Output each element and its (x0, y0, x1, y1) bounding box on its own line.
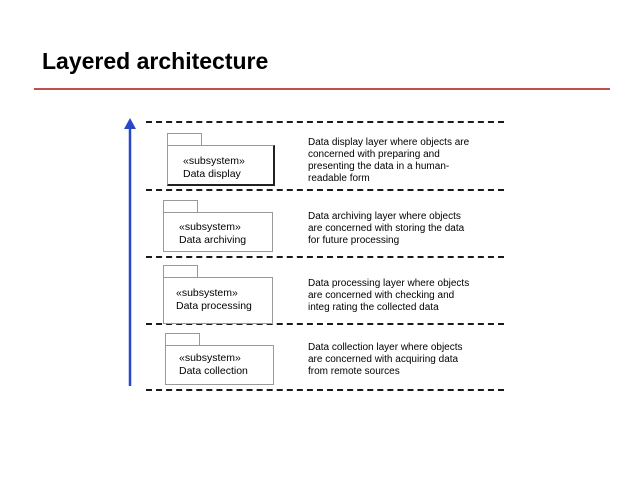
description-line: integ rating the collected data (308, 302, 439, 313)
description-line: from remote sources (308, 366, 400, 377)
layer-description (308, 211, 464, 247)
layer-description (308, 137, 469, 185)
package-stereotype: «subsystem» (179, 352, 241, 364)
description-line: are concerned with acquiring data (308, 354, 459, 365)
description-line: readable form (308, 173, 370, 184)
package-name: Data processing (176, 300, 252, 312)
layer-separator (146, 189, 504, 191)
package-stereotype: «subsystem» (183, 155, 245, 167)
description-line: for future processing (308, 235, 400, 246)
slide-title: Layered architecture (42, 48, 269, 74)
description-line: presenting the data in a human- (308, 161, 450, 172)
layer-description (308, 342, 463, 378)
description-line: Data archiving layer where objects (308, 211, 461, 222)
layer-separator (146, 256, 504, 258)
package-stereotype: «subsystem» (176, 287, 238, 299)
description-line: concerned with preparing and (308, 149, 440, 160)
package-stereotype: «subsystem» (179, 221, 241, 233)
layer-separator (146, 121, 504, 123)
package-name: Data display (183, 168, 241, 180)
up-arrow-icon (122, 118, 138, 390)
description-line: Data collection layer where objects (308, 342, 463, 353)
package-name: Data collection (179, 365, 248, 377)
description-line: Data processing layer where objects (308, 278, 470, 289)
description-line: are concerned with checking and (308, 290, 455, 301)
layer-separator (146, 389, 504, 391)
package-name: Data archiving (179, 234, 247, 246)
description-line: Data display layer where objects are (308, 137, 470, 148)
layer-description (308, 278, 469, 314)
description-line: are concerned with storing the data (308, 223, 465, 234)
title-rule (34, 88, 610, 90)
